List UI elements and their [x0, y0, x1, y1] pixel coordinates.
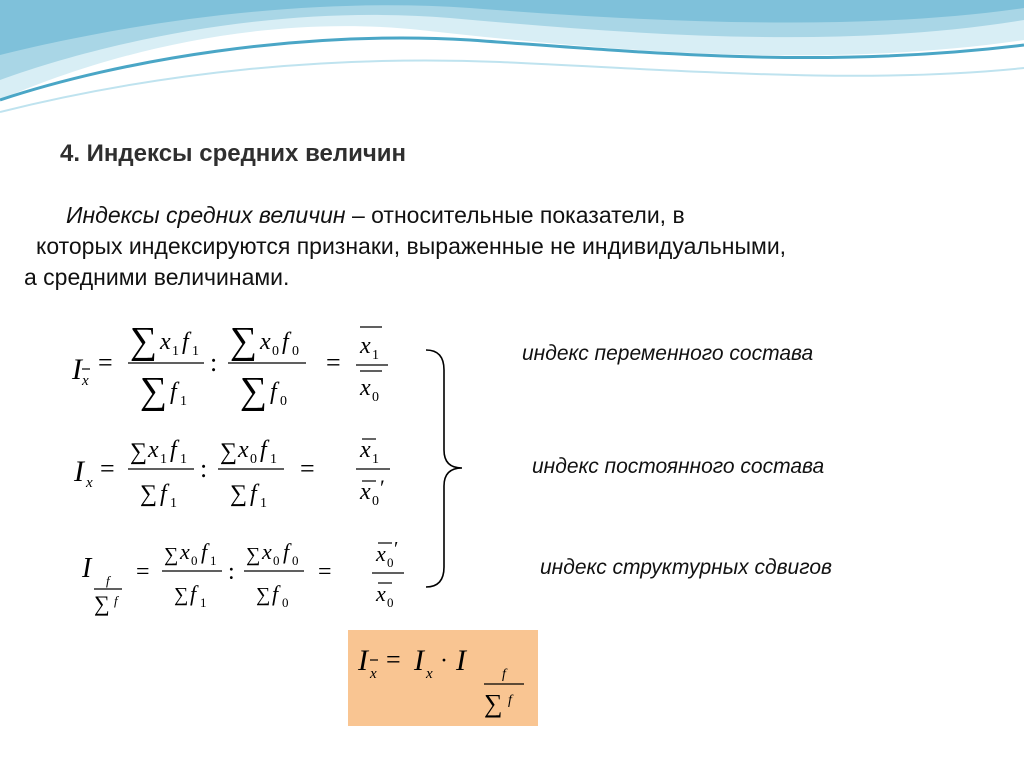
- svg-text:0: 0: [191, 553, 198, 568]
- definition-paragraph: [24, 200, 984, 293]
- svg-text:∑: ∑: [140, 481, 158, 507]
- caption-structural-shifts: индекс структурных сдвигов: [540, 556, 832, 579]
- svg-text:x: x: [260, 329, 271, 355]
- result-formula: [348, 630, 538, 726]
- svg-text:I: I: [72, 353, 82, 386]
- svg-text::: :: [200, 454, 208, 483]
- svg-text:0: 0: [272, 344, 279, 359]
- svg-text:f: f: [282, 329, 289, 355]
- svg-text:1: 1: [372, 348, 379, 363]
- svg-text:0: 0: [292, 344, 299, 359]
- definition-line-1: [24, 200, 984, 231]
- svg-text:=: =: [98, 348, 113, 377]
- svg-text:0: 0: [250, 452, 257, 467]
- svg-text:1: 1: [172, 344, 179, 359]
- svg-text:I: I: [358, 644, 368, 677]
- svg-text:x: x: [426, 666, 433, 682]
- svg-text:∑: ∑: [230, 481, 248, 507]
- svg-text:1: 1: [260, 496, 267, 511]
- svg-text:·: ·: [440, 648, 448, 674]
- svg-text:f: f: [250, 481, 257, 507]
- svg-text:I: I: [74, 455, 84, 488]
- svg-text:0: 0: [273, 553, 280, 568]
- svg-text:0: 0: [387, 555, 394, 570]
- svg-text:1: 1: [192, 344, 199, 359]
- right-curly-brace: [426, 350, 462, 587]
- svg-text:x: x: [82, 373, 89, 389]
- definition-line-3: а средними величинами.: [24, 264, 290, 290]
- svg-text:1: 1: [200, 595, 207, 610]
- svg-text:f: f: [260, 437, 267, 463]
- svg-text:x: x: [262, 539, 272, 564]
- svg-text:f: f: [190, 581, 197, 606]
- svg-text:f: f: [201, 539, 208, 564]
- svg-text:x: x: [180, 539, 190, 564]
- svg-text:1: 1: [180, 394, 187, 409]
- svg-text:I: I: [414, 644, 424, 677]
- slide-title: 4. Индексы средних величин: [60, 140, 407, 167]
- wave-header-decoration: [0, 0, 1024, 130]
- svg-text:′: ′: [394, 538, 399, 560]
- svg-text:=: =: [326, 348, 341, 377]
- svg-text::: :: [210, 348, 218, 377]
- svg-text:f: f: [114, 593, 118, 608]
- svg-text:∑: ∑: [256, 584, 271, 606]
- definition-line-2: которых индексируются признаки, выраженные не индивидуальными,: [36, 233, 787, 259]
- svg-text:1: 1: [270, 452, 277, 467]
- svg-text:x: x: [360, 437, 371, 463]
- svg-text:∑: ∑: [246, 544, 261, 566]
- svg-text:x: x: [360, 479, 371, 505]
- svg-text:1: 1: [180, 452, 187, 467]
- svg-text:1: 1: [372, 452, 379, 467]
- definition-line-1-rest: относительные показатели, в: [371, 202, 685, 228]
- svg-text:x: x: [376, 541, 386, 566]
- svg-text:=: =: [136, 559, 150, 585]
- svg-text:0: 0: [280, 394, 287, 409]
- svg-text:1: 1: [210, 553, 217, 568]
- caption-constant-composition: индекс постоянного состава: [532, 455, 825, 478]
- index-formulas: [60, 305, 480, 625]
- svg-text:=: =: [100, 454, 115, 483]
- svg-text:∑: ∑: [220, 439, 238, 465]
- svg-text:I: I: [456, 644, 466, 677]
- svg-text:0: 0: [292, 553, 299, 568]
- svg-text:f: f: [106, 573, 110, 588]
- svg-text:x: x: [148, 437, 159, 463]
- svg-text:0: 0: [372, 390, 379, 405]
- svg-text:∑: ∑: [164, 544, 179, 566]
- svg-text:=: =: [386, 645, 401, 674]
- definition-term: Индексы средних величин: [66, 202, 346, 228]
- svg-text:∑: ∑: [94, 591, 110, 616]
- formula-constant-composition: [73, 437, 390, 511]
- svg-text:f: f: [502, 667, 506, 682]
- svg-text:x: x: [370, 666, 377, 682]
- svg-text:1: 1: [170, 496, 177, 511]
- svg-text:f: f: [270, 379, 277, 405]
- svg-text:∑: ∑: [140, 370, 168, 412]
- svg-text:x: x: [376, 581, 386, 606]
- svg-text:f: f: [170, 437, 177, 463]
- svg-text:I: I: [82, 553, 92, 584]
- svg-text::: :: [228, 559, 235, 585]
- formula-variable-composition: [71, 320, 388, 412]
- svg-text:f: f: [272, 581, 279, 606]
- svg-text:f: f: [182, 329, 189, 355]
- svg-text:∑: ∑: [484, 689, 503, 718]
- svg-text:=: =: [300, 454, 315, 483]
- svg-text:x: x: [360, 375, 371, 401]
- result-formula-box: [348, 630, 538, 726]
- svg-text:0: 0: [282, 595, 289, 610]
- svg-text:x: x: [86, 475, 93, 491]
- svg-text:∑: ∑: [130, 439, 148, 465]
- svg-text:x: x: [160, 329, 171, 355]
- svg-text:0: 0: [387, 595, 394, 610]
- svg-text:∑: ∑: [174, 584, 189, 606]
- svg-text:f: f: [508, 693, 512, 708]
- svg-text:=: =: [318, 559, 332, 585]
- formula-structural-shifts: [81, 538, 404, 616]
- svg-text:∑: ∑: [230, 320, 258, 362]
- svg-text:∑: ∑: [130, 320, 158, 362]
- svg-text:f: f: [160, 481, 167, 507]
- svg-text:′: ′: [380, 475, 385, 500]
- svg-text:∑: ∑: [240, 370, 268, 412]
- caption-variable-composition: индекс переменного состава: [522, 342, 814, 365]
- svg-text:f: f: [283, 539, 290, 564]
- svg-text:x: x: [238, 437, 249, 463]
- svg-text:x: x: [360, 333, 371, 359]
- svg-text:0: 0: [372, 494, 379, 509]
- definition-dash: –: [351, 202, 365, 228]
- svg-text:f: f: [170, 379, 177, 405]
- svg-text:1: 1: [160, 452, 167, 467]
